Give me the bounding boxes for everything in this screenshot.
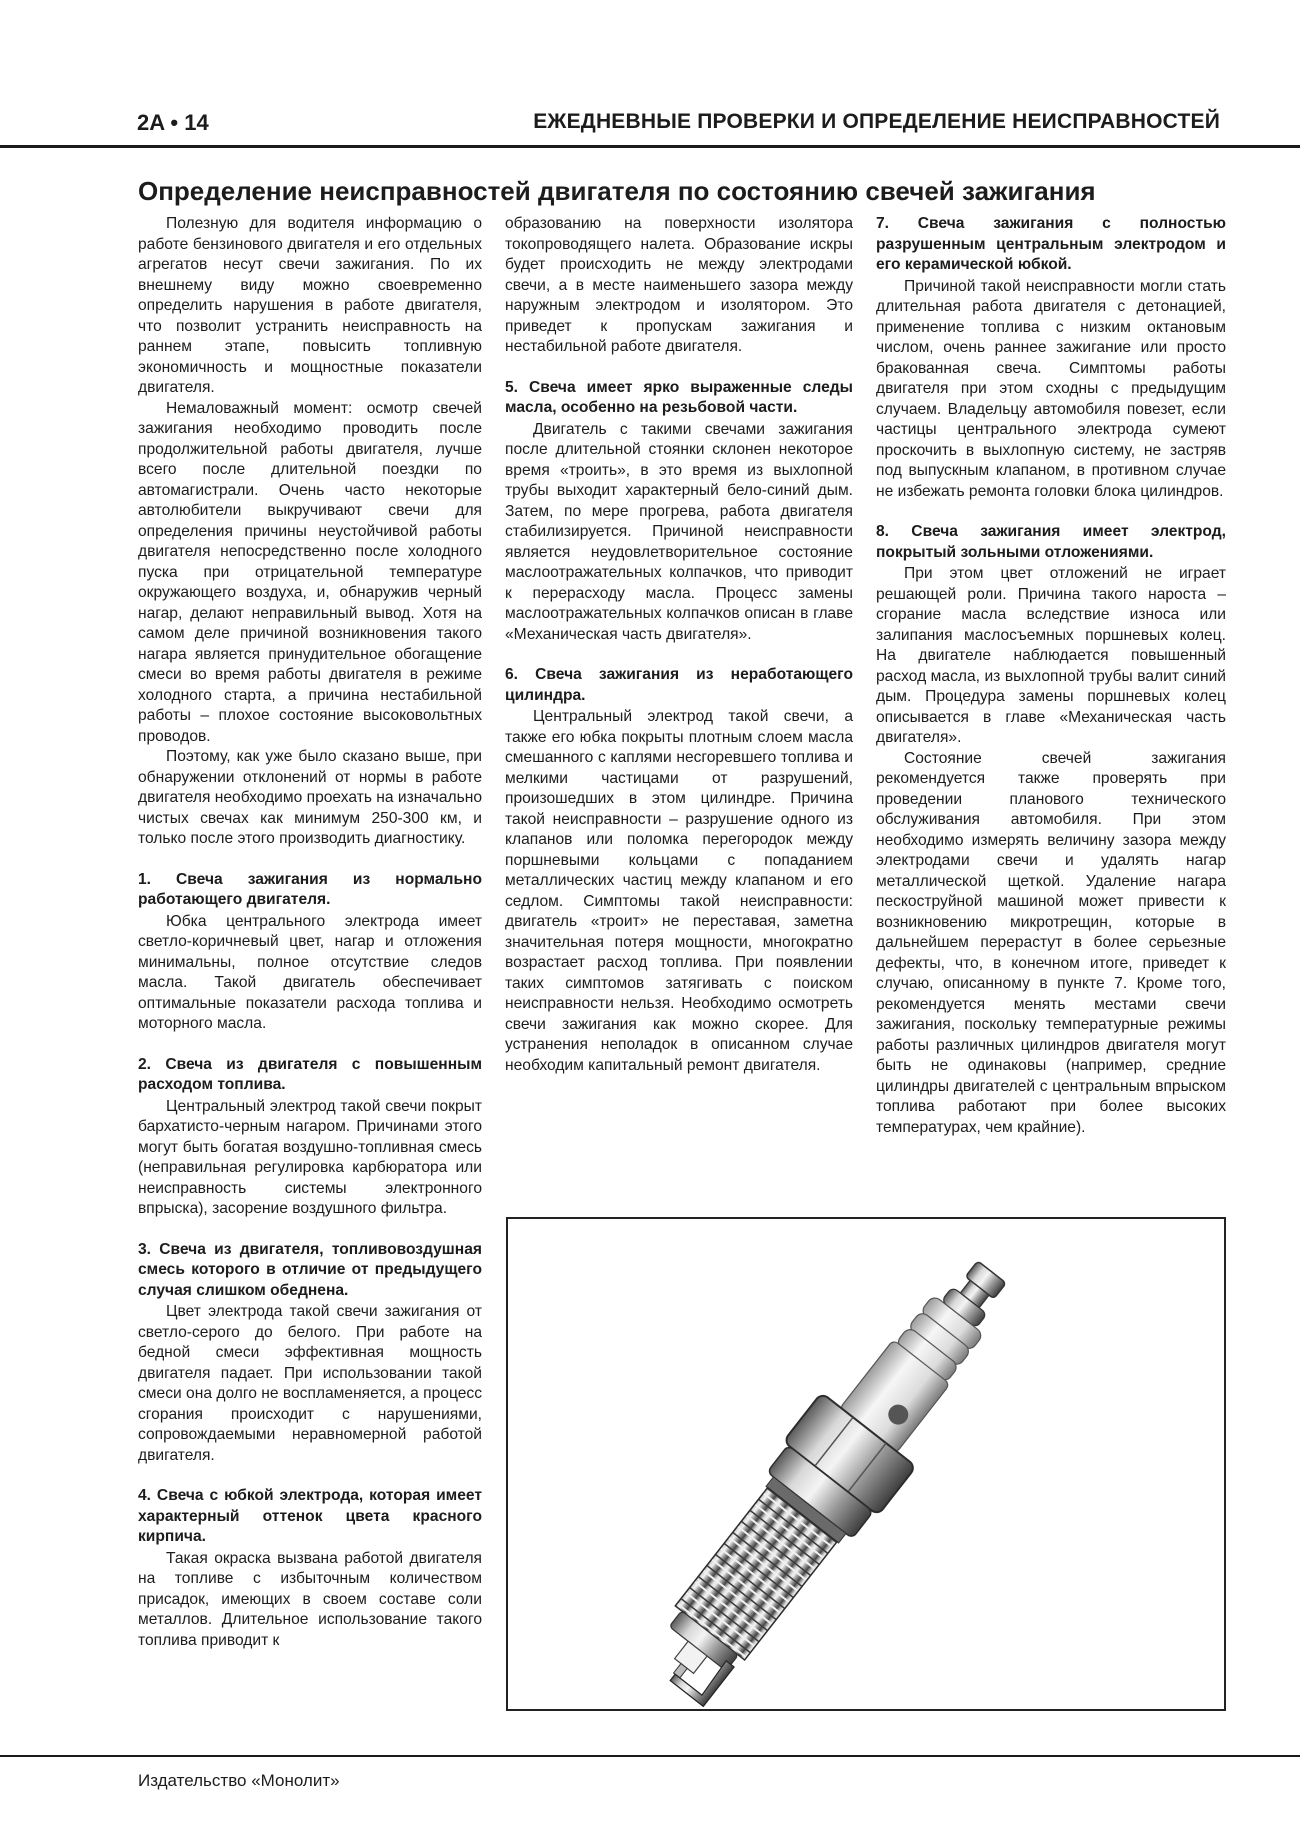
section-paragraph: Юбка центрального электрода имеет светло-коричневый цвет, нагар и отложения минимальны, полное отсутствие следов масла. Такой двигатель обеспечивает оптимальные показатели расхода топлива и моторного масла. <box>138 912 482 1032</box>
intro-paragraph: Поэтому, как уже было сказано выше, при обнаружении отклонений от нормы в работе двигателя необходимо проехать на изначально чистых свечах как минимум 250-300 км, и только после этого производить диагностику. <box>138 748 483 847</box>
section-paragraph: Состояние свечей зажигания рекомендуется также проверять при проведении планового технического обслуживания автомобиля. При этом необходимо измерять величину зазора между электродами свечи и удалять нагар металлической щеткой. Удаление нагара пескоструйной машиной может привести к возникновению микротрещин, которые в дальнейшем перерастут в более серьезные дефекты, что, в конечном итоге, приведет к случаю, описанному в пункте 7. Кроме того, рекомендуется менять местами свечи зажигания, поскольку температурные режимы работы различных цилиндров двигателя могут быть не одинаковы (например, средние цилиндры двигателей с центральным впрыском топлива работают при более высоких температурах, чем крайние). <box>876 749 1226 1136</box>
running-title: ЕЖЕДНЕВНЫЕ ПРОВЕРКИ И ОПРЕДЕЛЕНИЕ НЕИСПРАВНОСТЕЙ <box>533 110 1220 133</box>
section-paragraph: Такая окраска вызвана работой двигателя на топливе с избыточным количеством присадок, имеющих в своем составе соли металлов. Длительное использование такого топлива приводит к <box>138 1549 482 1649</box>
spark-plug-drawing <box>508 1219 1224 1709</box>
section-heading-3: 3. Свеча из двигателя, топливовоздушная смесь которого в отличие от предыдущего случая слишком обеднена. <box>138 1240 482 1299</box>
text-column-2 <box>505 214 853 1076</box>
text-column-1 <box>138 214 482 1651</box>
section-paragraph: Двигатель с такими свечами зажигания после длительной стоянки склонен некоторое время «троить», в это время из выхлопной трубы выходит характерный бело-синий дым. Затем, по мере прогрева, работа двигателя стабилизируется. Причиной неисправности является неудовлетворительное состояние маслоотражательных колпачков, что приводит к перерасходу масла. Процесс замены маслоотражательных колпачков описан в главе «Механическая часть двигателя». <box>505 420 853 643</box>
section-heading-7: 7. Свеча зажигания с полностью разрушенным центральным электродом и его керамической юбкой. <box>876 215 1226 273</box>
section-heading-4: 4. Свеча с юбкой электрода, которая имеет характерный оттенок цвета красного кирпича. <box>138 1487 482 1545</box>
publisher-footer: Издательство «Монолит» <box>138 1771 340 1790</box>
text-column-3 <box>876 214 1226 1138</box>
intro-paragraph: Немаловажный момент: осмотр свечей зажигания необходимо проводить после продолжительной работы двигателя, лучше всего после длительной поездки по автомагистрали. Очень часто некоторые автолюбители выкручивают свечи для определения причины неустойчивой работы двигателя непосредственно после холодного пуска при отрицательной температуре окружающего воздуха, и, обнаружив черный нагар, делают неправильный вывод. Хотя на самом деле причиной возникновения такого нагара является принудительное обогащение смеси во время работы двигателя в режиме холодного старта, а причина нестабильной работы – плохое состояние высоковольтных проводов. <box>138 399 482 745</box>
section-paragraph: Центральный электрод такой свечи покрыт бархатисто-черным нагаром. Причинами этого могут быть богатая воздушно-топливная смесь (неправильная регулировка карбюратора или неисправность системы электронного впрыска), засорение воздушного фильтра. <box>138 1097 482 1217</box>
header-divider <box>0 145 1300 148</box>
page-number: 2A • 14 <box>137 110 209 135</box>
section-paragraph-continued: образованию на поверхности изолятора токопроводящего налета. Образование искры будет происходить не между электродами свечи, а в месте наименьшего зазора между наружным электродом и изолятором. Это приведет к пропускам зажигания и нестабильной работе двигателя. <box>505 215 853 355</box>
section-heading-1: 1. Свеча зажигания из нормально работающего двигателя. <box>138 870 482 908</box>
section-heading-8: 8. Свеча зажигания имеет электрод, покрытый зольными отложениями. <box>876 523 1226 561</box>
section-paragraph: Цвет электрода такой свечи зажигания от светло-серого до белого. При работе на бедной смеси эффективная мощность двигателя падает. При использовании такой смеси она долго не воспламеняется, а процесс сгорания происходит с нарушениями, сопровождаемыми неравномерной работой двигателя. <box>138 1303 482 1464</box>
footer-divider <box>0 1755 1300 1757</box>
section-paragraph: Центральный электрод такой свечи, а также его юбка покрыты плотным слоем масла смешанного с каплями несгоревшего топлива и мелкими частицами от разрушений, произошедших в этом цилиндре. Причина такой неисправности – разрушение одного из клапанов или поломка перегородок между поршневыми кольцами с попаданием металлических частиц между клапаном и его седлом. Симптомы такой неисправности: двигатель «троит» не переставая, заметна значительная потеря мощности, многократно возрастает расход топлива. При появлении таких симптомов затягивать с поиском неисправности нельзя. Необходимо осмотреть свечи зажигания как можно скорее. Для устранения неполадок в описанном случае необходим капитальный ремонт двигателя. <box>505 708 853 1074</box>
section-heading-5: 5. Свеча имеет ярко выраженные следы масла, особенно на резьбовой части. <box>505 378 853 416</box>
intro-paragraph: Полезную для водителя информацию о работе бензинового двигателя и его отдельных агрегатов несут свечи зажигания. По их внешнему виду можно своевременно определить нарушения в работе двигателя, что позволит устранить неисправность на раннем этапе, повысить топливную экономичность и мощностные показатели двигателя. <box>138 215 482 396</box>
section-paragraph: Причиной такой неисправности могли стать длительная работа двигателя с детонацией, применение топлива с низким октановым числом, очень раннее зажигание или просто бракованная свеча. Симптомы работы двигателя при этом сходны с предыдущим случаем. Владельцу автомобиля повезет, если частицы центрального электрода сумеют проскочить в выхлопную систему, не застряв под выпускным клапаном, в противном случае не избежать ремонта головки блока цилиндров. <box>876 277 1226 500</box>
spark-plug-illustration <box>506 1217 1226 1711</box>
section-paragraph: При этом цвет отложений не играет решающей роли. Причина такого нароста – сгорание масла вследствие износа или залипания маслосъемных поршневых колец. На двигателе наблюдается повышенный расход масла, из выхлопной трубы валит синий дым. Процедура замены поршневых колец описывается в главе «Механическая часть двигателя». <box>876 565 1226 746</box>
section-heading-2: 2. Свеча из двигателя с повышенным расходом топлива. <box>138 1055 482 1093</box>
page-title: Определение неисправностей двигателя по состоянию свечей зажигания <box>138 176 1096 206</box>
section-heading-6: 6. Свеча зажигания из неработающего цилиндра. <box>505 666 853 704</box>
